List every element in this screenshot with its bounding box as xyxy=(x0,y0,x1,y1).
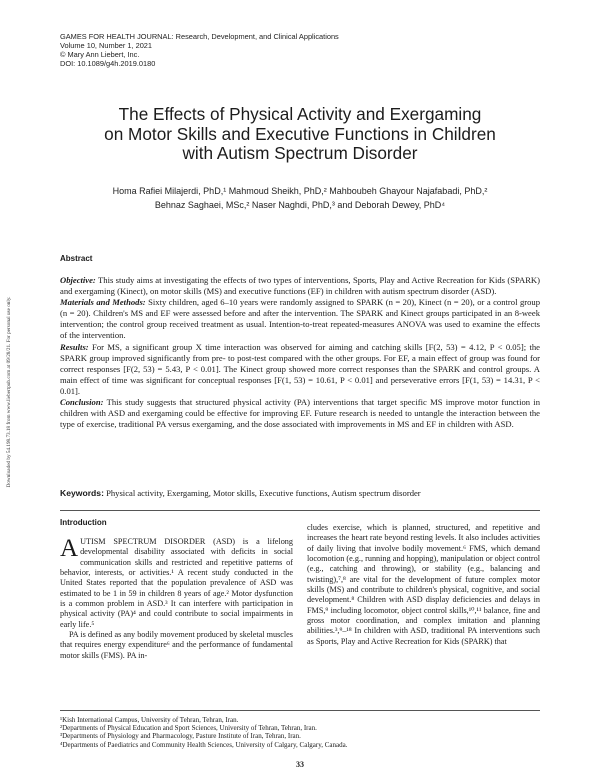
copyright-line: © Mary Ann Liebert, Inc. xyxy=(60,50,140,59)
introduction-heading: Introduction xyxy=(60,518,107,527)
abstract-objective xyxy=(60,275,540,297)
intro-paragraph-1 xyxy=(60,537,293,630)
abstract-heading: Abstract xyxy=(60,254,93,263)
page-number: 33 xyxy=(296,760,304,769)
objective-text: This study aims at investigating the effects of two types of interventions, Sports, Play and Active Recreation for Kids (SPARK) and exergaming (Kinect), on motor skills (MS) and executive functions (EF) in children with autism spectrum disorder (ASD). xyxy=(60,275,540,297)
methods-label: Materials and Methods: xyxy=(60,297,146,308)
conclusion-text: This study suggests that structured physical activity (PA) interventions that target specific MS improve motor function in children with ASD and exergaming could be effective for improving EF. Future research is needed to untangle the interaction between the type of exercise, traditional PA versus exergaming, and the dose associated with improvements in MS and EF in children with ASD. xyxy=(60,397,540,430)
journal-header xyxy=(60,32,339,68)
affiliation-footnotes xyxy=(60,716,540,749)
footnote: ³Departments of Physiology and Pharmacology, Pasture Institute of Iran, Tehran, Iran. xyxy=(60,732,301,741)
keywords-label: Keywords: xyxy=(60,488,104,498)
volume-info: Volume 10, Number 1, 2021 xyxy=(60,41,153,50)
author-line: Homa Rafiei Milajerdi, PhD,¹ Mahmoud Sheikh, PhD,² Mahboubeh Ghayour Najafabadi, PhD,² xyxy=(112,186,488,196)
footnote: ⁴Departments of Paediatrics and Community Health Sciences, University of Calgary, Calgary, Canada. xyxy=(60,740,348,749)
title-line: The Effects of Physical Activity and Exergaming xyxy=(118,104,482,124)
footnote: ¹Kish International Campus, University of Tehran, Tehran, Iran. xyxy=(60,716,239,724)
keywords-text: Physical activity, Exergaming, Motor skills, Executive functions, Autism spectrum disorder xyxy=(103,488,421,498)
doi-line: DOI: 10.1089/g4h.2019.0180 xyxy=(60,59,156,68)
conclusion-label: Conclusion: xyxy=(60,397,104,408)
methods-text: Sixty children, aged 6–10 years were randomly assigned to SPARK (n = 20), Kinect (n = 20), or a control group (n = 20). Children's MS and EF were assessed before and after the intervention. The SPARK and Kinect groups participated in an 8-week intervention; the control group received treatment as usual. Intention-to-treat repeated-measures ANOVA was used to examine the effects of the intervention. xyxy=(60,297,540,341)
body-column-right xyxy=(307,523,540,647)
author-list xyxy=(60,185,540,212)
intro-paragraph-3: cludes exercise, which is planned, structured, and repetitive and increases the heart rate beyond resting levels. It also includes activities of daily living that involve bodily movement.⁶ FMS, which demand locomotion (e.g., running and hopping), manipulation or object control (e.g., catching and throwing), or stability (e.g., balancing and twisting),⁷,⁸ are vital for the development of future complex motor skills (MS) and contribute to children's physical, cognitive, and social development.⁸ Children with ASD display deficiencies and delays in FMS,⁹ including locomotor, object control skills,¹⁰,¹¹ balance, fine and gross motor coordination, and complex imitation and planning abilities.³,⁹–¹⁸ In children with ASD, traditional PA interventions such as Sports, Play and Active Recreation for Kids (SPARK) that xyxy=(307,523,540,646)
section-divider xyxy=(60,510,540,511)
results-label: Results: xyxy=(60,341,89,352)
abstract-methods xyxy=(60,297,540,341)
objective-label: Objective: xyxy=(60,275,96,285)
author-line: Behnaz Saghaei, MSc,² Naser Naghdi, PhD,³ and Deborah Dewey, PhD⁴ xyxy=(154,199,446,210)
abstract-results xyxy=(60,342,540,397)
results-text: For MS, a significant group X time interaction was observed for aiming and catching skills [F(2, 53) = 4.12, P < 0.05]; the SPARK group improved significantly from pre- to post-test compared with the other groups. For EF, a main effect of group was found for correct responses [F(2, 53) = 5.43, P < 0.01]. The Kinect group showed more correct responses than the SPARK and control groups. A main effect of time was significant for conceptual responses [F(1, 53) = 10.61, P < 0.01] and perseverative errors [F(1, 53) = 14.31, P < 0.01]. xyxy=(60,341,540,396)
footnote-divider xyxy=(60,710,540,711)
title-line: on Motor Skills and Executive Functions in Children xyxy=(104,123,496,144)
body-column-left xyxy=(60,537,293,661)
abstract-conclusion xyxy=(60,397,540,430)
drop-cap: A xyxy=(60,535,79,562)
journal-name: GAMES FOR HEALTH JOURNAL: Research, Development, and Clinical Applications xyxy=(60,32,339,41)
article-title xyxy=(60,105,540,164)
abstract-body xyxy=(60,275,540,430)
footnote: ²Departments of Physical Education and Sport Sciences, University of Tehran, Tehran, Iran. xyxy=(60,724,317,733)
download-note-text: Downloaded by 54.198.73.18 from www.liebertpub.com at 09/28/21. For personal use only. xyxy=(6,296,12,488)
title-line: with Autism Spectrum Disorder xyxy=(182,143,418,163)
download-side-note xyxy=(4,244,14,544)
intro-paragraph-2: PA is defined as any bodily movement produced by skeletal muscles that requires energy expenditure⁶ and the performance of fundamental motor skills (FMS). PA in- xyxy=(60,630,293,660)
keywords xyxy=(60,488,540,499)
intro-paragraph-1-text: UTISM SPECTRUM DISORDER (ASD) is a lifelong developmental disability associated with deficits in social communication skills and restricted and repetitive patterns of behavior, interests, or activities.¹ A recent study conducted in the United States reported that the population prevalence of ASD was estimated to be 1 in 59 in children 8 years of age.² Motor dysfunction is a common problem in ASD.³ It can interfere with participation in physical activity (PA)⁴ and could contribute to social impairments in early life.⁵ xyxy=(60,537,293,629)
